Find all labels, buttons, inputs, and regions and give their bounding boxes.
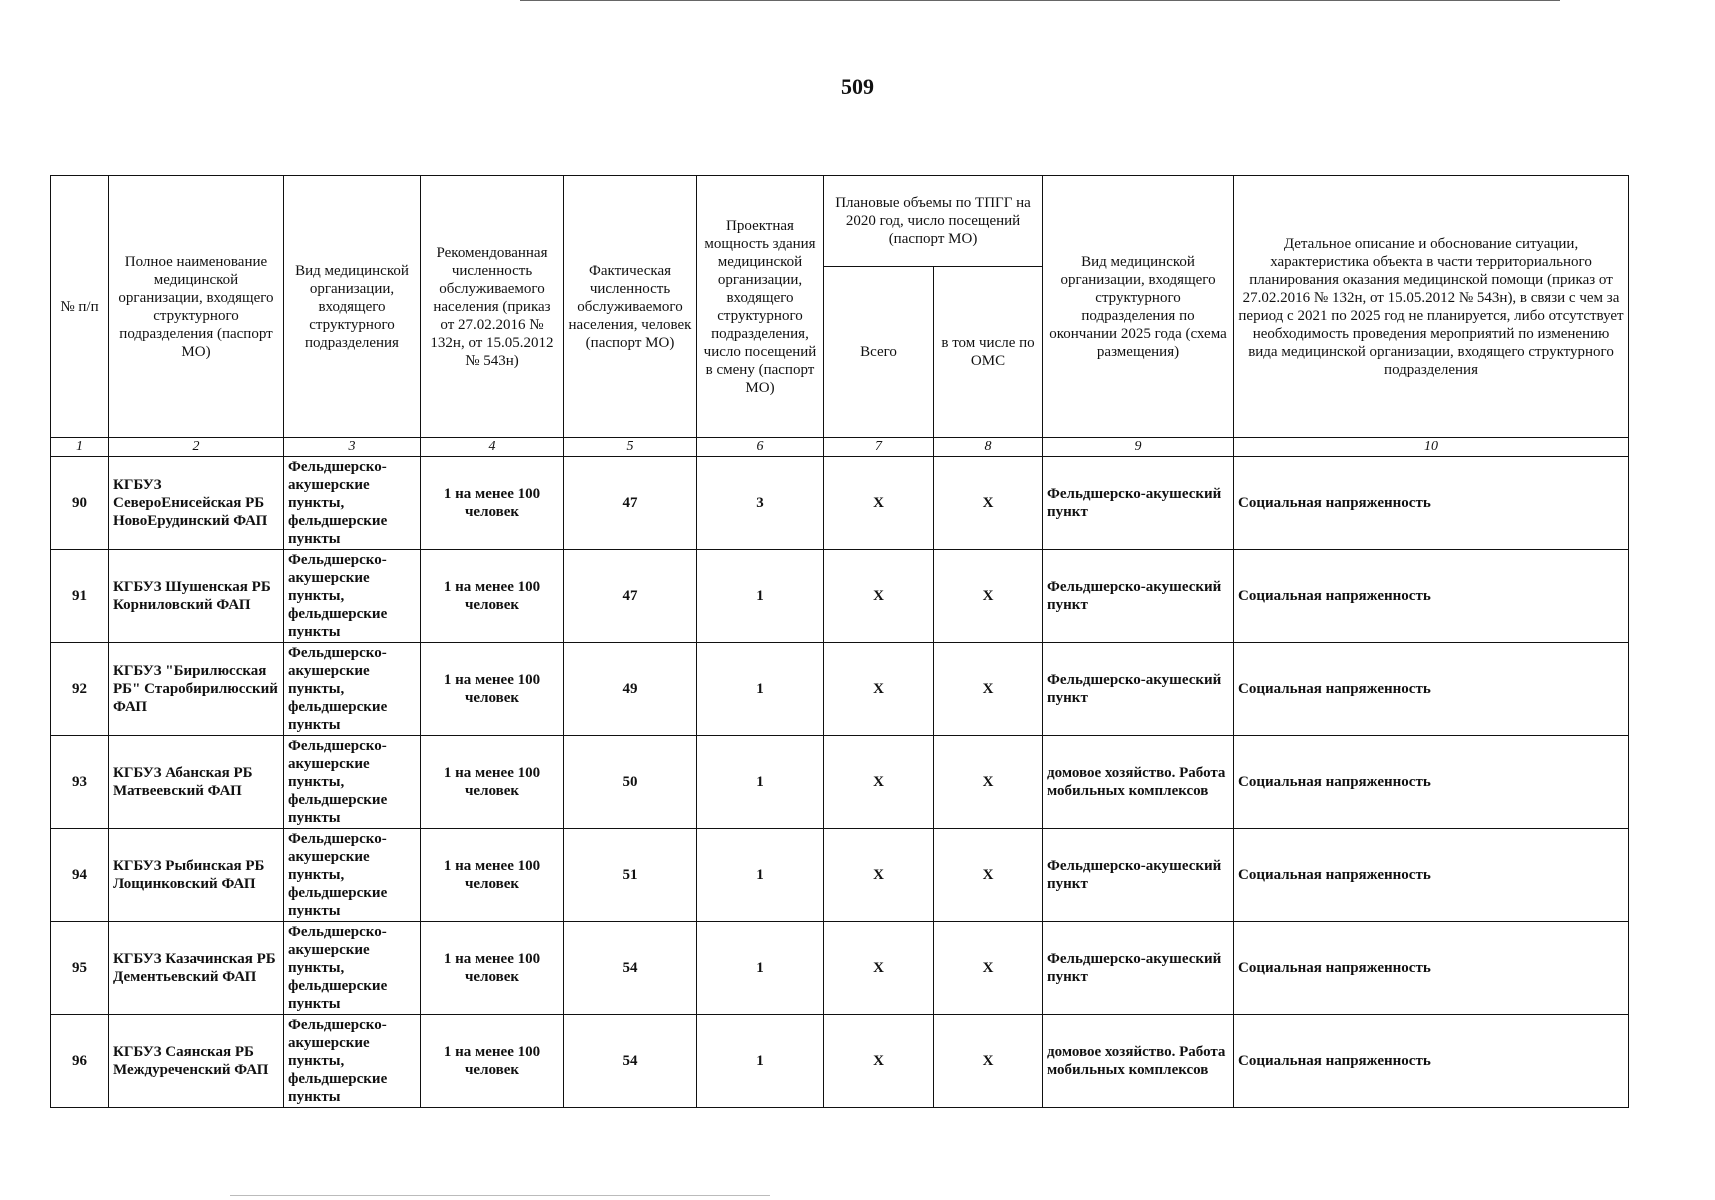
column-number: 3: [284, 438, 421, 457]
cell-type: Фельдшерско-акушерские пункты, фельдшерские пункты: [284, 457, 421, 550]
cell-total: X: [824, 643, 934, 736]
cell-name: КГБУЗ Рыбинская РБ Лощинковский ФАП: [109, 829, 284, 922]
table-row: [51, 829, 1629, 922]
cell-recommended: 1 на менее 100 человек: [421, 736, 564, 829]
cell-recommended: 1 на менее 100 человек: [421, 829, 564, 922]
cell-recommended: 1 на менее 100 человек: [421, 550, 564, 643]
cell-type: Фельдшерско-акушерские пункты, фельдшерские пункты: [284, 1015, 421, 1108]
cell-type: Фельдшерско-акушерские пункты, фельдшерские пункты: [284, 550, 421, 643]
cell-type-2025: домовое хозяйство. Работа мобильных комплексов: [1043, 1015, 1234, 1108]
cell-name: КГБУЗ "Бирилюсская РБ" Старобирилюсский ФАП: [109, 643, 284, 736]
cell-type: Фельдшерско-акушерские пункты, фельдшерские пункты: [284, 736, 421, 829]
cell-name: КГБУЗ Саянская РБ Междуреченский ФАП: [109, 1015, 284, 1108]
header-description: Детальное описание и обоснование ситуации, характеристика объекта в части территориального планирования оказания медицинской помощи (приказ от 27.02.2016 № 132н, от 15.05.2012 № 543н), в связи с чем за период с 2021 по 2025 год не планируется, либо отсутствует необходимость проведения мероприятий по изменению вида медицинской организации, входящего структурного подразделения: [1234, 176, 1629, 438]
column-number: 10: [1234, 438, 1629, 457]
cell-type: Фельдшерско-акушерские пункты, фельдшерские пункты: [284, 829, 421, 922]
cell-name: КГБУЗ Шушенская РБ Корниловский ФАП: [109, 550, 284, 643]
cell-oms: X: [934, 736, 1043, 829]
cell-type-2025: Фельдшерско-акушеский пункт: [1043, 457, 1234, 550]
cell-type-2025: Фельдшерско-акушеский пункт: [1043, 643, 1234, 736]
cell-description: Социальная напряженность: [1234, 457, 1629, 550]
cell-oms: X: [934, 829, 1043, 922]
column-number: 7: [824, 438, 934, 457]
cell-num: 95: [51, 922, 109, 1015]
table-row: [51, 457, 1629, 550]
cell-num: 94: [51, 829, 109, 922]
cell-name: КГБУЗ СевероЕнисейская РБ НовоЕрудинский ФАП: [109, 457, 284, 550]
cell-recommended: 1 на менее 100 человек: [421, 643, 564, 736]
cell-recommended: 1 на менее 100 человек: [421, 922, 564, 1015]
cell-oms: X: [934, 922, 1043, 1015]
cell-description: Социальная напряженность: [1234, 643, 1629, 736]
cell-capacity: 1: [697, 643, 824, 736]
cell-capacity: 1: [697, 550, 824, 643]
cell-name: КГБУЗ Абанская РБ Матвеевский ФАП: [109, 736, 284, 829]
cell-actual: 47: [564, 550, 697, 643]
cell-capacity: 1: [697, 736, 824, 829]
column-number: 5: [564, 438, 697, 457]
cell-oms: X: [934, 457, 1043, 550]
column-number: 6: [697, 438, 824, 457]
cell-type-2025: Фельдшерско-акушеский пункт: [1043, 550, 1234, 643]
cell-total: X: [824, 922, 934, 1015]
column-number: 9: [1043, 438, 1234, 457]
cell-oms: X: [934, 643, 1043, 736]
cell-oms: X: [934, 1015, 1043, 1108]
cell-description: Социальная напряженность: [1234, 829, 1629, 922]
cell-description: Социальная напряженность: [1234, 550, 1629, 643]
cell-total: X: [824, 457, 934, 550]
header-capacity: Проектная мощность здания медицинской организации, входящего структурного подразделения, число посещений в смену (паспорт МО): [697, 176, 824, 438]
header-total: Всего: [824, 267, 934, 438]
cell-type-2025: Фельдшерско-акушеский пункт: [1043, 922, 1234, 1015]
cell-type: Фельдшерско-акушерские пункты, фельдшерские пункты: [284, 643, 421, 736]
cell-description: Социальная напряженность: [1234, 922, 1629, 1015]
page-number: 509: [841, 74, 874, 99]
cell-actual: 47: [564, 457, 697, 550]
cell-description: Социальная напряженность: [1234, 736, 1629, 829]
header-recommended: Рекомендованная численность обслуживаемого населения (приказ от 27.02.2016 № 132н, от 15.05.2012 № 543н): [421, 176, 564, 438]
cell-recommended: 1 на менее 100 человек: [421, 457, 564, 550]
column-number: 1: [51, 438, 109, 457]
cell-actual: 49: [564, 643, 697, 736]
cell-num: 93: [51, 736, 109, 829]
cell-num: 90: [51, 457, 109, 550]
cell-num: 91: [51, 550, 109, 643]
cell-capacity: 1: [697, 922, 824, 1015]
header-oms: в том числе по ОМС: [934, 267, 1043, 438]
header-type-2025: Вид медицинской организации, входящего структурного подразделения по окончании 2025 года (схема размещения): [1043, 176, 1234, 438]
cell-recommended: 1 на менее 100 человек: [421, 1015, 564, 1108]
cell-type-2025: домовое хозяйство. Работа мобильных комплексов: [1043, 736, 1234, 829]
column-number-row: [51, 438, 1629, 457]
cell-capacity: 1: [697, 1015, 824, 1108]
cell-oms: X: [934, 550, 1043, 643]
column-number: 4: [421, 438, 564, 457]
cell-capacity: 3: [697, 457, 824, 550]
header-name: Полное наименование медицинской организации, входящего структурного подразделения (паспорт МО): [109, 176, 284, 438]
cell-num: 92: [51, 643, 109, 736]
cell-actual: 54: [564, 1015, 697, 1108]
cell-actual: 54: [564, 922, 697, 1015]
table-row: [51, 643, 1629, 736]
table-row: [51, 922, 1629, 1015]
cell-total: X: [824, 736, 934, 829]
cell-type-2025: Фельдшерско-акушеский пункт: [1043, 829, 1234, 922]
cell-total: X: [824, 829, 934, 922]
cell-actual: 51: [564, 829, 697, 922]
header-planned-group: Плановые объемы по ТПГГ на 2020 год, число посещений (паспорт МО): [824, 176, 1043, 267]
table-row: [51, 550, 1629, 643]
top-rule: [520, 0, 1560, 1]
column-number: 2: [109, 438, 284, 457]
table-row: [51, 1015, 1629, 1108]
header-type: Вид медицинской организации, входящего структурного подразделения: [284, 176, 421, 438]
header-num: № п/п: [51, 176, 109, 438]
cell-description: Социальная напряженность: [1234, 1015, 1629, 1108]
cell-capacity: 1: [697, 829, 824, 922]
table-row: [51, 736, 1629, 829]
cell-total: X: [824, 1015, 934, 1108]
cell-name: КГБУЗ Казачинская РБ Дементьевский ФАП: [109, 922, 284, 1015]
column-number: 8: [934, 438, 1043, 457]
cell-actual: 50: [564, 736, 697, 829]
header-actual: Фактическая численность обслуживаемого населения, человек (паспорт МО): [564, 176, 697, 438]
footer-rule: [230, 1195, 770, 1196]
cell-total: X: [824, 550, 934, 643]
facilities-table: [50, 175, 1629, 1108]
cell-num: 96: [51, 1015, 109, 1108]
cell-type: Фельдшерско-акушерские пункты, фельдшерские пункты: [284, 922, 421, 1015]
